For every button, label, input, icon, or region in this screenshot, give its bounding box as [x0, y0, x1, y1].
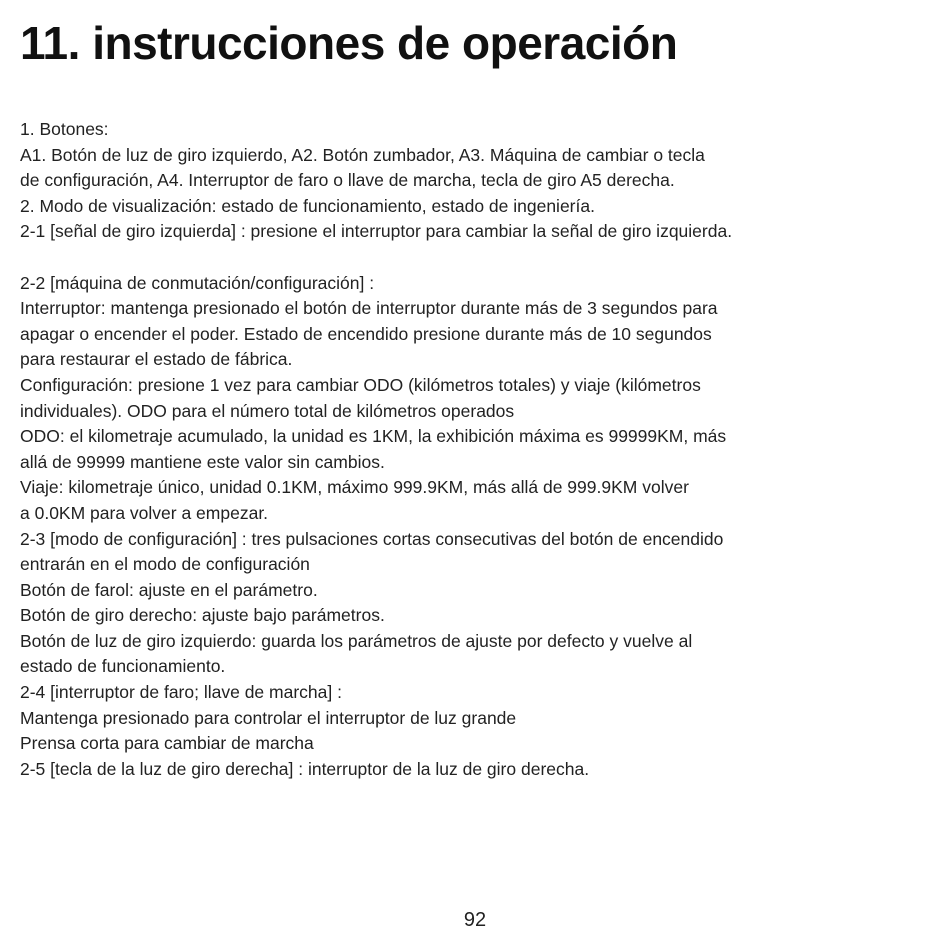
text-line: 2-3 [modo de configuración] : tres pulsaciones cortas consecutivas del botón de encendido — [20, 528, 724, 549]
text-line: Botón de farol: ajuste en el parámetro. — [20, 579, 318, 600]
text-line: 2-2 [máquina de conmutación/configuración] : — [20, 272, 375, 293]
text-line: 2-4 [interruptor de faro; llave de marcha] : — [20, 682, 342, 703]
text-line: Botón de giro derecho: ajuste bajo parámetros. — [20, 605, 385, 626]
text-line: para restaurar el estado de fábrica. — [20, 349, 293, 370]
paragraph-gap — [20, 245, 935, 271]
text-line: 1. Botones: — [20, 119, 109, 139]
text-line: individuales). ODO para el número total de kilómetros operados — [20, 400, 515, 421]
text-line: de configuración, A4. Interruptor de faro o llave de marcha, tecla de giro A5 derecha. — [20, 170, 675, 191]
text-line: 2-1 [señal de giro izquierda] : presione el interruptor para cambiar la señal de giro izquierda. — [20, 221, 733, 242]
text-line: estado de funcionamiento. — [20, 656, 226, 677]
text-line: apagar o encender el poder. Estado de encendido presione durante más de 10 segundos — [20, 323, 712, 344]
text-line: entrarán en el modo de configuración — [20, 554, 310, 575]
text-line: A1. Botón de luz de giro izquierdo, A2. Botón zumbador, A3. Máquina de cambiar o tecla — [20, 144, 705, 165]
body-text — [20, 117, 935, 782]
text-line: Mantenga presionado para controlar el interruptor de luz grande — [20, 707, 517, 728]
text-line: ODO: el kilometraje acumulado, la unidad es 1KM, la exhibición máxima es 99999KM, más — [20, 426, 727, 447]
text-line: Viaje: kilometraje único, unidad 0.1KM, máximo 999.9KM, más allá de 999.9KM volver — [20, 477, 689, 498]
text-line: a 0.0KM para volver a empezar. — [20, 502, 269, 523]
text-line: Prensa corta para cambiar de marcha — [20, 733, 314, 754]
text-line: allá de 99999 mantiene este valor sin cambios. — [20, 451, 385, 472]
text-line: Interruptor: mantenga presionado el botón de interruptor durante más de 3 segundos para — [20, 298, 718, 319]
text-line: Configuración: presione 1 vez para cambiar ODO (kilómetros totales) y viaje (kilómetros — [20, 374, 701, 395]
text-line: 2. Modo de visualización: estado de funcionamiento, estado de ingeniería. — [20, 195, 595, 216]
text-line: Botón de luz de giro izquierdo: guarda los parámetros de ajuste por defecto y vuelve al — [20, 630, 693, 651]
page-number: 92 — [463, 909, 487, 931]
text-line: 2-5 [tecla de la luz de giro derecha] : interruptor de la luz de giro derecha. — [20, 758, 590, 779]
page-title: 11. instrucciones de operación — [20, 17, 678, 69]
